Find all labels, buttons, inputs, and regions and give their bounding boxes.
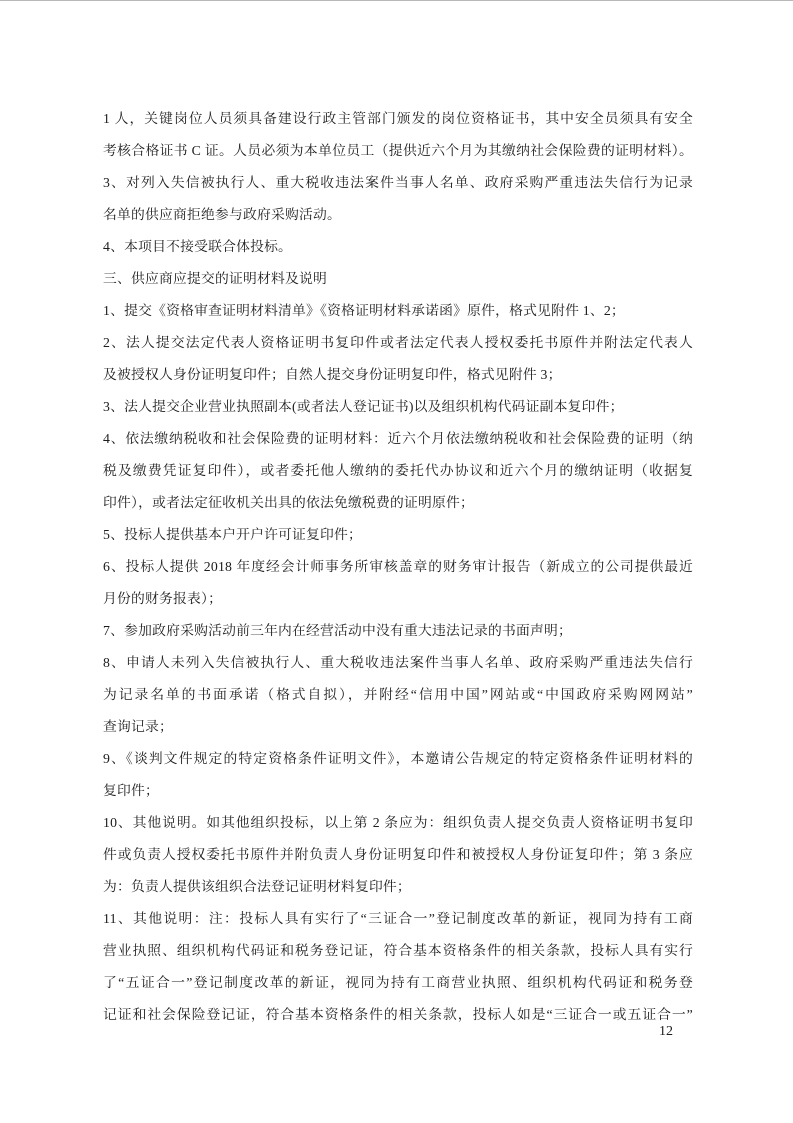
text-line: 11、其他说明：注：投标人具有实行了“三证合一”登记制度改革的新证，视同为持有工商	[103, 911, 693, 926]
page-number: 12	[659, 1024, 673, 1039]
text-line: 6、投标人提供 2018 年度经会计师事务所审核盖章的财务审计报告（新成立的公司提供最近	[103, 559, 693, 574]
text-line: 了“五证合一”登记制度改革的新证，视同为持有工商营业执照、组织机构代码证和税务登	[103, 975, 693, 990]
text-line: 为记录名单的书面承诺（格式自拟），并附经“信用中国”网站或“中国政府采购网网站”	[103, 687, 693, 702]
text-line: 及被授权人身份证明复印件；自然人提交身份证明复印件，格式见附件 3；	[103, 367, 562, 382]
text-line: 3、对列入失信被执行人、重大税收违法案件当事人名单、政府采购严重违法失信行为记录	[103, 175, 693, 190]
text-line: 税及缴费凭证复印件），或者委托他人缴纳的委托代办协议和近六个月的缴纳证明（收据复	[103, 463, 693, 478]
text-line: 8、申请人未列入失信被执行人、重大税收违法案件当事人名单、政府采购严重违法失信行	[103, 655, 693, 670]
text-line: 查询记录；	[103, 719, 173, 734]
text-line: 1、提交《资格审查证明材料清单》《资格证明材料承诺函》原件，格式见附件 1、2；	[103, 303, 625, 318]
document-body-text	[103, 103, 693, 1031]
text-line: 记证和社会保险登记证，符合基本资格条件的相关条款，投标人如是“三证合一或五证合一”	[103, 1007, 693, 1022]
text-line: 10、其他说明。如其他组织投标，以上第 2 条应为：组织负责人提交负责人资格证明书复印	[103, 815, 693, 830]
text-line: 件或负责人授权委托书原件并附负责人身份证明复印件和被授权人身份证复印件；第 3 条应	[103, 847, 693, 862]
text-line: 月份的财务报表）；	[103, 591, 223, 606]
text-line: 营业执照、组织机构代码证和税务登记证，符合基本资格条件的相关条款，投标人具有实行	[103, 943, 693, 958]
text-line: 为：负责人提供该组织合法登记证明材料复印件；	[103, 879, 411, 894]
text-line: 名单的供应商拒绝参与政府采购活动。	[103, 207, 341, 222]
text-line: 三、供应商应提交的证明材料及说明	[103, 271, 327, 286]
text-line: 3、法人提交企业营业执照副本(或者法人登记证书)以及组织机构代码证副本复印件；	[103, 399, 624, 414]
text-line: 5、投标人提供基本户开户许可证复印件；	[103, 527, 363, 542]
text-line: 4、本项目不接受联合体投标。	[103, 239, 293, 254]
text-line: 复印件；	[103, 783, 159, 798]
text-line: 4、依法缴纳税收和社会保险费的证明材料：近六个月依法缴纳税收和社会保险费的证明（纳	[103, 431, 693, 446]
text-line: 1 人，关键岗位人员须具备建设行政主管部门颁发的岗位资格证书，其中安全员须具有安全	[103, 111, 693, 126]
text-line: 考核合格证书 C 证。人员必须为本单位员工（提供近六个月为其缴纳社会保险费的证明材料）。	[103, 143, 693, 158]
text-line: 7、参加政府采购活动前三年内在经营活动中没有重大违法记录的书面声明；	[103, 623, 572, 638]
text-line: 9、《谈判文件规定的特定资格条件证明文件》，本邀请公告规定的特定资格条件证明材料的	[103, 751, 693, 766]
text-line: 2、法人提交法定代表人资格证明书复印件或者法定代表人授权委托书原件并附法定代表人	[103, 335, 693, 350]
text-line: 印件），或者法定征收机关出具的依法免缴税费的证明原件；	[103, 495, 475, 510]
